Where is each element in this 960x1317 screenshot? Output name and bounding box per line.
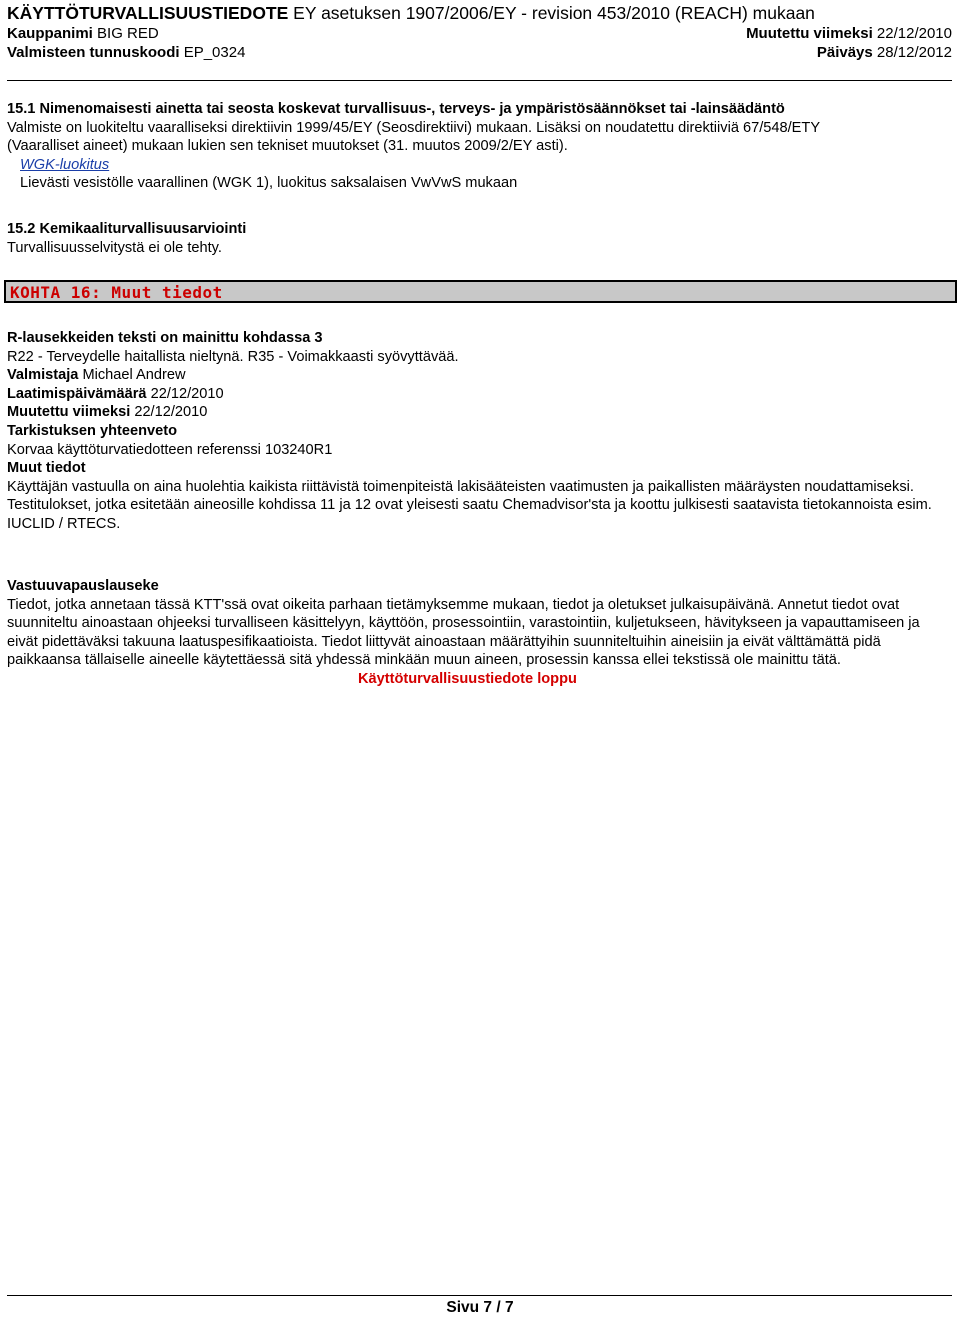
date-label: Päiväys bbox=[816, 44, 873, 61]
section-16-content bbox=[7, 329, 952, 534]
preparer-value: Michael Andrew bbox=[82, 367, 186, 384]
section-15-1-heading: 15.1 Nimenomaisesti ainetta tai seosta koskevat turvallisuus-, terveys- ja ympäristösäännökset tai -lainsäädäntö bbox=[7, 101, 785, 117]
created-value: 22/12/2010 bbox=[150, 385, 224, 402]
trade-name bbox=[7, 25, 159, 42]
r-phrases-text: R22 - Terveydelle haitallista nieltynä. R35 - Voimakkaasti syövyttävää. bbox=[7, 348, 459, 365]
revised-date bbox=[746, 25, 952, 42]
header-divider bbox=[7, 80, 952, 81]
disclaimer-block bbox=[7, 577, 952, 689]
product-code bbox=[7, 44, 245, 61]
issue-date bbox=[817, 44, 952, 61]
revised-row-value: 22/12/2010 bbox=[134, 404, 208, 421]
review-text: Korvaa käyttöturvatiedotteen referenssi 103240R1 bbox=[7, 441, 333, 458]
header-row-1 bbox=[7, 25, 952, 42]
trade-name-label: Kauppanimi bbox=[7, 25, 93, 42]
wgk-link[interactable]: WGK-luokitus bbox=[20, 156, 110, 173]
created-label: Laatimispäivämäärä bbox=[7, 385, 147, 402]
preparer-label: Valmistaja bbox=[7, 367, 79, 384]
revised-row bbox=[7, 403, 952, 422]
section-15-1 bbox=[7, 100, 952, 193]
document-title bbox=[7, 3, 815, 24]
section-15-2-heading: 15.2 Kemikaaliturvallisuusarviointi bbox=[7, 221, 247, 237]
section-15-2 bbox=[7, 220, 952, 257]
r-phrases-heading: R-lausekkeiden teksti on mainittu kohdassa 3 bbox=[7, 330, 323, 346]
document-end-label: Käyttöturvallisuustiedote loppu bbox=[358, 670, 577, 687]
other-info-text-2: Testitulokset, jotka esitetään aineosille kohdissa 11 ja 12 ovat yleisesti saatu Chemadvisor'sta ja koottu julkisesti saatavista tietokannoista esim. IUCLID / RTECS. bbox=[7, 497, 932, 532]
preparer-row bbox=[7, 366, 952, 385]
revised-value: 22/12/2010 bbox=[876, 25, 952, 42]
document-title-bold: KÄYTTÖTURVALLISUUSTIEDOTE bbox=[7, 3, 289, 23]
section-16-header bbox=[4, 280, 957, 303]
product-code-label: Valmisteen tunnuskoodi bbox=[7, 44, 180, 61]
section-16-title: KOHTA 16: Muut tiedot bbox=[10, 283, 223, 302]
wgk-text: Lievästi vesistölle vaarallinen (WGK 1), luokitus saksalaisen VwVwS mukaan bbox=[20, 175, 518, 192]
section-15-1-line2: (Vaaralliset aineet) mukaan lukien sen tekniset muutokset (31. muutos 2009/2/EY asti). bbox=[7, 138, 568, 155]
section-15-2-text: Turvallisuusselvitystä ei ole tehty. bbox=[7, 239, 222, 256]
page-number: Sivu 7 / 7 bbox=[446, 1299, 514, 1316]
disclaimer-heading: Vastuuvapauslauseke bbox=[7, 578, 159, 594]
trade-name-value: BIG RED bbox=[97, 25, 159, 42]
revised-label: Muutettu viimeksi bbox=[746, 25, 873, 42]
header-row-2 bbox=[7, 44, 952, 61]
review-heading: Tarkistuksen yhteenveto bbox=[7, 422, 178, 439]
footer-divider bbox=[7, 1295, 952, 1296]
section-15-1-line1: Valmiste on luokiteltu vaaralliseksi direktiivin 1999/45/EY (Seosdirektiivi) mukaan. Lisäksi on noudatettu direktiiviä 67/548/ETY bbox=[7, 119, 821, 136]
revised-row-label: Muutettu viimeksi bbox=[7, 404, 131, 421]
document-title-rest: EY asetuksen 1907/2006/EY - revision 453/2010 (REACH) mukaan bbox=[288, 3, 815, 23]
created-row bbox=[7, 385, 952, 404]
disclaimer-text: Tiedot, jotka annetaan tässä KTT'ssä ovat oikeita parhaan tietämyksemme mukaan, tiedot ja oletukset julkaisupäivänä. Annetut tiedot ovat suunniteltu ainoastaan ohjeeksi turvalliseen käsittelyyn, käyttöön, prosessointiin, varastointiin, kuljetukseen, hävitykseen ja vapauttamiseen ja eivät pidettäväksi takuuna laatuspesifikaatioista. Tiedot liittyvät ainoastaan määrättyihin suunniteltuihin aineisiin ja eivät välttämättä pidä paikkaansa tällaiselle aineelle käytettäessä sitä yhdessä minkään muun aineen, prosessin kanssa ellei tekstissä ole mainittu tätä. bbox=[7, 596, 920, 669]
wgk-block bbox=[7, 156, 952, 193]
other-info-text-1: Käyttäjän vastuulla on aina huolehtia kaikista riittävistä toimenpiteistä lakisääteisten vaatimusten ja paikallisten määräysten noudattamiseksi. bbox=[7, 478, 914, 495]
other-info-heading: Muut tiedot bbox=[7, 460, 86, 477]
product-code-value: EP_0324 bbox=[183, 44, 246, 61]
date-value: 28/12/2012 bbox=[876, 44, 952, 61]
